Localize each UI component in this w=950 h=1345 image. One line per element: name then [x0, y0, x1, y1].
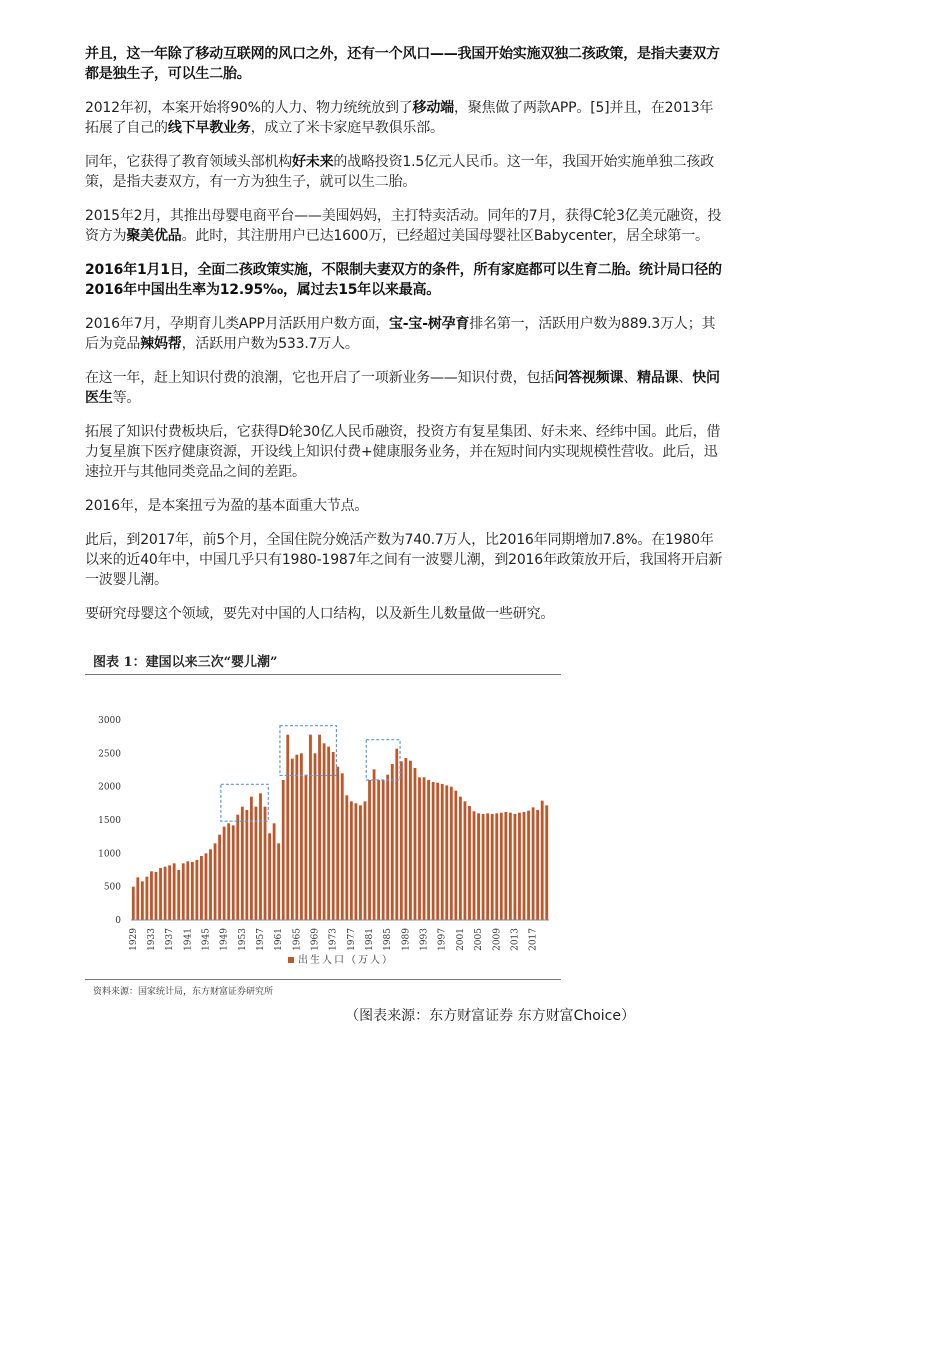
bar-1944 — [200, 856, 203, 920]
y-tick-label: 0 — [115, 916, 121, 926]
bold-text: 2016年1月1日，全面二孩政策实施，不限制夫妻双方的条件，所有家庭都可以生育二胎。统计局口径的2016年中国出生率为12.95‰，属过去15年以来最高。 — [85, 262, 722, 298]
x-tick-label: 2009 — [492, 928, 503, 951]
bar-1992 — [418, 777, 421, 920]
text-run: 此后，到2017年，前5个月，全国住院分娩活产数为740.7万人，比2016年同期增加7.8%。在1980年以来的近40年中，中国几乎只有1980-1987年之间有一波婴儿潮，到2016年政策放开后，我国将开启新一波婴儿潮。 — [85, 532, 723, 588]
bar-1929 — [132, 887, 135, 920]
paragraph — [85, 314, 725, 354]
paragraph — [85, 98, 725, 138]
bar-1963 — [286, 735, 289, 920]
paragraph — [85, 530, 725, 590]
text-run: 拓展了知识付费板块后，它获得D轮30亿人民币融资，投资方有复星集团、好未来、经纬中国。此后，借力复星旗下医疗健康资源，开设线上知识付费+健康服务业务，并在短时间内实现规模性营收。此后，迅速拉开与其他同类竞品之间的差距。 — [85, 424, 721, 480]
x-tick-label: 1933 — [146, 928, 157, 951]
bar-1988 — [400, 761, 403, 920]
bar-1950 — [227, 823, 230, 920]
text-run: ，聚焦做了两款APP。[5]并且，在2013年拓展了自己的 — [85, 100, 714, 136]
text-run: 等。 — [112, 390, 141, 406]
text-run: 要研究母婴这个领域，要先对中国的人口结构，以及新生儿数量做一些研究。 — [85, 606, 555, 622]
text-run: 2016年，是本案扭亏为盈的基本面重大节点。 — [85, 498, 369, 514]
x-tick-label: 1993 — [419, 927, 430, 951]
bar-1971 — [323, 743, 326, 920]
bar-2003 — [468, 806, 471, 920]
bar-1933 — [150, 871, 153, 920]
bar-1945 — [205, 853, 208, 920]
text-run: 2015年2月，其推出母婴电商平台——美囤妈妈，主打特卖活动。同年的7月，获得C轮3亿美元融资，投资方为 — [85, 208, 722, 244]
bar-1956 — [255, 807, 258, 920]
bar-1959 — [268, 833, 271, 920]
x-tick-label: 1977 — [346, 928, 357, 951]
bar-2000 — [454, 791, 457, 920]
x-tick-label: 1997 — [437, 928, 448, 951]
bar-1949 — [223, 827, 226, 920]
y-tick-label: 1000 — [98, 849, 121, 860]
bar-1942 — [191, 862, 194, 920]
paragraph — [85, 604, 725, 624]
paragraph — [85, 260, 725, 300]
bar-1961 — [277, 843, 280, 920]
baby-boom-highlight — [366, 740, 400, 780]
y-tick-label: 1500 — [98, 816, 121, 826]
paragraph — [85, 206, 725, 246]
bold-text: 快问医生 — [85, 370, 720, 406]
bar-1996 — [436, 783, 439, 920]
bar-1969 — [314, 753, 317, 920]
bold-text: 线下早教业务 — [167, 120, 251, 136]
bar-1946 — [209, 849, 212, 920]
x-tick-label: 1941 — [183, 927, 194, 951]
bar-2015 — [523, 812, 526, 920]
x-tick-label: 2017 — [528, 928, 539, 951]
bar-1936 — [164, 867, 167, 920]
x-tick-label: 1937 — [165, 928, 176, 951]
y-tick-label: 3000 — [98, 716, 121, 726]
bar-1975 — [341, 773, 344, 920]
y-tick-label: 2000 — [98, 782, 121, 793]
bar-1938 — [173, 863, 176, 920]
x-tick-label: 1989 — [401, 927, 412, 951]
bar-1987 — [395, 749, 398, 920]
paragraph — [85, 152, 725, 192]
bold-text: 宝-宝-树孕育 — [389, 316, 470, 332]
x-tick-label: 1961 — [274, 927, 285, 951]
bar-1994 — [427, 780, 430, 920]
bold-text: 好未来 — [292, 154, 334, 170]
bar-1967 — [305, 775, 308, 920]
bar-1977 — [350, 801, 353, 920]
x-tick-label: 1929 — [128, 927, 139, 951]
bar-1940 — [182, 863, 185, 920]
bar-2005 — [477, 813, 480, 920]
bold-text: 辣妈帮 — [140, 336, 182, 352]
bar-1941 — [186, 861, 189, 920]
paragraph — [85, 44, 725, 84]
bar-1958 — [264, 807, 267, 920]
bar-1998 — [445, 785, 448, 920]
y-tick-label: 500 — [103, 882, 121, 893]
x-tick-label: 1981 — [365, 927, 376, 951]
x-tick-label: 1957 — [255, 928, 266, 951]
bar-1999 — [450, 787, 453, 920]
bar-1955 — [250, 797, 253, 920]
text-run: ，成立了米卡家庭早教俱乐部。 — [250, 120, 444, 136]
figure-caption: （图表来源：东方财富证券 东方财富Choice） — [345, 1008, 635, 1024]
bold-text: 问答视频课 — [554, 370, 624, 386]
bar-1970 — [318, 735, 321, 920]
bold-text: 聚美优品 — [126, 228, 182, 244]
bar-1980 — [364, 801, 367, 920]
bar-1973 — [332, 752, 335, 920]
text-run: 、 — [678, 370, 693, 386]
bar-1995 — [432, 782, 435, 920]
birth-chart — [85, 675, 561, 979]
bar-1943 — [195, 860, 198, 920]
bar-1939 — [177, 870, 180, 920]
paragraph — [85, 422, 725, 482]
bar-1981 — [368, 780, 371, 920]
x-tick-label: 2013 — [510, 927, 521, 951]
bar-2017 — [532, 807, 535, 920]
figure-births — [85, 652, 561, 1004]
bar-2014 — [518, 813, 521, 920]
paragraph — [85, 496, 725, 516]
bar-1972 — [327, 747, 330, 920]
bar-1974 — [336, 767, 339, 920]
bar-1978 — [354, 803, 357, 920]
bar-2019 — [541, 801, 544, 920]
bar-2018 — [536, 810, 539, 920]
bar-1937 — [168, 865, 171, 920]
bar-2013 — [514, 814, 517, 920]
legend-label: 出生人口（万人） — [298, 955, 394, 966]
x-tick-label: 1985 — [383, 928, 394, 951]
bar-1954 — [245, 810, 248, 920]
bar-1951 — [232, 825, 235, 920]
y-tick-label: 2500 — [98, 749, 121, 760]
article-body — [85, 44, 725, 638]
text-run: 的战略投资1.5亿元人民币。这一年，我国开始实施单独二孩政策，是指夫妻双方，有一方为独生子，就可以生二胎。 — [85, 154, 714, 190]
x-tick-label: 1969 — [310, 927, 321, 951]
chart-title: 图表 1：建国以来三次“婴儿潮” — [93, 655, 278, 670]
bar-1966 — [300, 753, 303, 920]
bar-1935 — [159, 868, 162, 920]
bar-2007 — [486, 813, 489, 920]
bar-1964 — [291, 759, 294, 920]
text-run: 、 — [623, 370, 638, 386]
x-tick-label: 2005 — [474, 928, 485, 951]
x-tick-label: 1973 — [328, 927, 339, 951]
bar-1991 — [414, 768, 417, 920]
bar-1960 — [273, 823, 276, 920]
bar-2010 — [500, 813, 503, 920]
text-run: 2012年初，本案开始将90%的人力、物力统统放到了 — [85, 100, 413, 116]
bar-1947 — [214, 843, 217, 920]
x-tick-label: 1945 — [201, 928, 212, 951]
bar-1997 — [441, 784, 444, 920]
bar-1984 — [382, 780, 385, 920]
bar-1990 — [409, 761, 412, 920]
x-tick-label: 1949 — [219, 927, 230, 951]
bar-2012 — [509, 813, 512, 920]
text-run: 2016年7月，孕期育儿类APP月活跃用户数方面， — [85, 316, 389, 332]
legend-swatch — [288, 957, 294, 963]
bar-2006 — [482, 814, 485, 920]
bar-1986 — [391, 764, 394, 920]
bar-1965 — [295, 755, 298, 920]
text-run: 在这一年，赶上知识付费的浪潮，它也开启了一项新业务——知识付费，包括 — [85, 370, 555, 386]
bar-1932 — [145, 877, 148, 920]
bar-2016 — [527, 811, 530, 920]
bold-text: 并且，这一年除了移动互联网的风口之外，还有一个风口——我国开始实施双独二孩政策，是指夫妻双方都是独生子，可以生二胎。 — [85, 46, 720, 82]
bar-2002 — [464, 801, 467, 920]
bar-1931 — [141, 881, 144, 920]
bold-text: 移动端 — [412, 100, 454, 116]
x-tick-label: 1953 — [237, 928, 248, 951]
bar-1934 — [155, 872, 158, 920]
bar-1979 — [359, 805, 362, 920]
bar-2011 — [504, 812, 507, 920]
text-run: 。此时，其注册用户已达1600万，已经超过美国母婴社区Babycenter，居全球第一。 — [181, 228, 709, 244]
bar-2009 — [495, 813, 498, 920]
bar-1993 — [423, 777, 426, 920]
bar-1953 — [241, 807, 244, 920]
bar-1976 — [345, 795, 348, 920]
bar-1948 — [218, 835, 221, 920]
bar-1982 — [373, 769, 376, 920]
chart-source: 资料来源：国家统计局，东方财富证券研究所 — [93, 987, 274, 997]
bar-1962 — [282, 780, 285, 920]
text-run: 排名第一，活跃用户数为889.3万人；其后为竞品 — [85, 316, 716, 352]
bar-2004 — [473, 811, 476, 920]
bar-1930 — [136, 877, 139, 920]
bold-text: 精品课 — [637, 370, 679, 386]
paragraph — [85, 368, 725, 408]
bar-2001 — [459, 797, 462, 920]
bar-2008 — [491, 814, 494, 920]
bar-1952 — [236, 815, 239, 920]
x-tick-label: 2001 — [455, 927, 466, 951]
bar-1957 — [259, 793, 262, 920]
bar-1985 — [386, 775, 389, 920]
text-run: 同年，它获得了教育领域头部机构 — [85, 154, 292, 170]
bar-1983 — [377, 780, 380, 920]
bar-2020 — [545, 805, 548, 920]
text-run: ，活跃用户数为533.7万人。 — [181, 336, 359, 352]
bar-1968 — [309, 735, 312, 920]
bar-1989 — [404, 758, 407, 920]
x-tick-label: 1965 — [292, 928, 303, 951]
